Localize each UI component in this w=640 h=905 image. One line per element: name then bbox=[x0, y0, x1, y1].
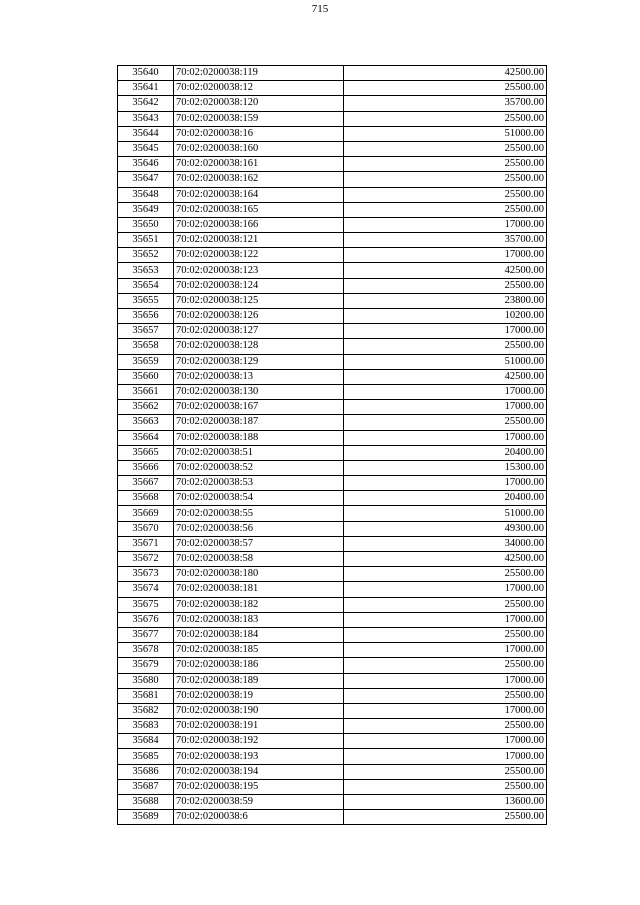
cadastral-value-cell: 25500.00 bbox=[344, 339, 547, 354]
table-row bbox=[118, 764, 547, 779]
cadastral-value-cell: 17000.00 bbox=[344, 384, 547, 399]
table-row bbox=[118, 734, 547, 749]
table-row bbox=[118, 384, 547, 399]
row-number-cell: 35685 bbox=[118, 749, 174, 764]
cadastral-value-cell: 25500.00 bbox=[344, 764, 547, 779]
cadastral-value-cell: 25500.00 bbox=[344, 597, 547, 612]
table-row bbox=[118, 126, 547, 141]
cadastral-value-cell: 20400.00 bbox=[344, 445, 547, 460]
cadastral-value-cell: 23800.00 bbox=[344, 293, 547, 308]
table-row bbox=[118, 309, 547, 324]
cadastral-number-cell: 70:02:0200038:162 bbox=[174, 172, 344, 187]
cadastral-number-cell: 70:02:0200038:191 bbox=[174, 719, 344, 734]
row-number-cell: 35667 bbox=[118, 476, 174, 491]
cadastral-value-cell: 25500.00 bbox=[344, 688, 547, 703]
cadastral-value-cell: 49300.00 bbox=[344, 521, 547, 536]
cadastral-value-cell: 42500.00 bbox=[344, 369, 547, 384]
cadastral-number-cell: 70:02:0200038:161 bbox=[174, 157, 344, 172]
page-number: 715 bbox=[311, 3, 329, 15]
table-row bbox=[118, 612, 547, 627]
table-row bbox=[118, 339, 547, 354]
row-number-cell: 35641 bbox=[118, 81, 174, 96]
cadastral-number-cell: 70:02:0200038:55 bbox=[174, 506, 344, 521]
row-number-cell: 35658 bbox=[118, 339, 174, 354]
table-row bbox=[118, 248, 547, 263]
cadastral-number-cell: 70:02:0200038:160 bbox=[174, 141, 344, 156]
cadastral-number-cell: 70:02:0200038:127 bbox=[174, 324, 344, 339]
cadastral-number-cell: 70:02:0200038:164 bbox=[174, 187, 344, 202]
cadastral-number-cell: 70:02:0200038:6 bbox=[174, 810, 344, 825]
row-number-cell: 35661 bbox=[118, 384, 174, 399]
cadastral-value-cell: 17000.00 bbox=[344, 749, 547, 764]
cadastral-number-cell: 70:02:0200038:59 bbox=[174, 795, 344, 810]
table-row bbox=[118, 491, 547, 506]
cadastral-number-cell: 70:02:0200038:57 bbox=[174, 536, 344, 551]
table-row bbox=[118, 719, 547, 734]
table-row bbox=[118, 187, 547, 202]
cadastral-value-cell: 25500.00 bbox=[344, 415, 547, 430]
row-number-cell: 35681 bbox=[118, 688, 174, 703]
row-number-cell: 35686 bbox=[118, 764, 174, 779]
table-row bbox=[118, 202, 547, 217]
cadastral-value-cell: 25500.00 bbox=[344, 278, 547, 293]
cadastral-number-cell: 70:02:0200038:124 bbox=[174, 278, 344, 293]
table-row bbox=[118, 217, 547, 232]
cadastral-value-cell: 25500.00 bbox=[344, 141, 547, 156]
table-row bbox=[118, 430, 547, 445]
cadastral-value-cell: 17000.00 bbox=[344, 248, 547, 263]
cadastral-value-cell: 25500.00 bbox=[344, 658, 547, 673]
table-row bbox=[118, 141, 547, 156]
row-number-cell: 35659 bbox=[118, 354, 174, 369]
cadastral-number-cell: 70:02:0200038:119 bbox=[174, 66, 344, 81]
table-row bbox=[118, 111, 547, 126]
table-row bbox=[118, 96, 547, 111]
cadastral-value-cell: 17000.00 bbox=[344, 734, 547, 749]
table-row bbox=[118, 597, 547, 612]
row-number-cell: 35669 bbox=[118, 506, 174, 521]
table-row bbox=[118, 521, 547, 536]
table-row bbox=[118, 233, 547, 248]
cadastral-number-cell: 70:02:0200038:123 bbox=[174, 263, 344, 278]
cadastral-number-cell: 70:02:0200038:195 bbox=[174, 779, 344, 794]
row-number-cell: 35644 bbox=[118, 126, 174, 141]
row-number-cell: 35670 bbox=[118, 521, 174, 536]
table-row bbox=[118, 415, 547, 430]
cadastral-value-cell: 25500.00 bbox=[344, 111, 547, 126]
cadastral-number-cell: 70:02:0200038:56 bbox=[174, 521, 344, 536]
table-row bbox=[118, 172, 547, 187]
cadastral-number-cell: 70:02:0200038:19 bbox=[174, 688, 344, 703]
row-number-cell: 35652 bbox=[118, 248, 174, 263]
cadastral-value-cell: 20400.00 bbox=[344, 491, 547, 506]
cadastral-value-cell: 17000.00 bbox=[344, 324, 547, 339]
cadastral-number-cell: 70:02:0200038:12 bbox=[174, 81, 344, 96]
table-body bbox=[118, 66, 547, 825]
row-number-cell: 35660 bbox=[118, 369, 174, 384]
cadastral-number-cell: 70:02:0200038:13 bbox=[174, 369, 344, 384]
row-number-cell: 35649 bbox=[118, 202, 174, 217]
cadastral-number-cell: 70:02:0200038:16 bbox=[174, 126, 344, 141]
cadastral-value-cell: 13600.00 bbox=[344, 795, 547, 810]
cadastral-value-cell: 17000.00 bbox=[344, 582, 547, 597]
row-number-cell: 35645 bbox=[118, 141, 174, 156]
cadastral-value-cell: 25500.00 bbox=[344, 810, 547, 825]
row-number-cell: 35650 bbox=[118, 217, 174, 232]
row-number-cell: 35672 bbox=[118, 552, 174, 567]
cadastral-number-cell: 70:02:0200038:52 bbox=[174, 460, 344, 475]
table-row bbox=[118, 673, 547, 688]
table-row bbox=[118, 795, 547, 810]
row-number-cell: 35678 bbox=[118, 643, 174, 658]
cadastral-number-cell: 70:02:0200038:167 bbox=[174, 400, 344, 415]
row-number-cell: 35640 bbox=[118, 66, 174, 81]
row-number-cell: 35656 bbox=[118, 309, 174, 324]
cadastral-number-cell: 70:02:0200038:189 bbox=[174, 673, 344, 688]
cadastral-number-cell: 70:02:0200038:54 bbox=[174, 491, 344, 506]
row-number-cell: 35642 bbox=[118, 96, 174, 111]
table-row bbox=[118, 703, 547, 718]
row-number-cell: 35647 bbox=[118, 172, 174, 187]
row-number-cell: 35643 bbox=[118, 111, 174, 126]
cadastral-value-cell: 17000.00 bbox=[344, 217, 547, 232]
row-number-cell: 35664 bbox=[118, 430, 174, 445]
cadastral-value-cell: 25500.00 bbox=[344, 172, 547, 187]
row-number-cell: 35671 bbox=[118, 536, 174, 551]
cadastral-value-cell: 25500.00 bbox=[344, 719, 547, 734]
row-number-cell: 35663 bbox=[118, 415, 174, 430]
cadastral-value-cell: 35700.00 bbox=[344, 96, 547, 111]
cadastral-number-cell: 70:02:0200038:51 bbox=[174, 445, 344, 460]
cadastral-value-cell: 42500.00 bbox=[344, 552, 547, 567]
cadastral-number-cell: 70:02:0200038:165 bbox=[174, 202, 344, 217]
row-number-cell: 35684 bbox=[118, 734, 174, 749]
cadastral-value-cell: 17000.00 bbox=[344, 673, 547, 688]
cadastral-number-cell: 70:02:0200038:188 bbox=[174, 430, 344, 445]
cadastral-value-table bbox=[117, 65, 547, 825]
cadastral-value-cell: 42500.00 bbox=[344, 66, 547, 81]
cadastral-value-cell: 17000.00 bbox=[344, 476, 547, 491]
cadastral-value-cell: 35700.00 bbox=[344, 233, 547, 248]
cadastral-number-cell: 70:02:0200038:180 bbox=[174, 567, 344, 582]
cadastral-value-cell: 15300.00 bbox=[344, 460, 547, 475]
table-row bbox=[118, 749, 547, 764]
table-row bbox=[118, 293, 547, 308]
cadastral-number-cell: 70:02:0200038:125 bbox=[174, 293, 344, 308]
row-number-cell: 35675 bbox=[118, 597, 174, 612]
row-number-cell: 35653 bbox=[118, 263, 174, 278]
cadastral-number-cell: 70:02:0200038:194 bbox=[174, 764, 344, 779]
row-number-cell: 35648 bbox=[118, 187, 174, 202]
cadastral-number-cell: 70:02:0200038:120 bbox=[174, 96, 344, 111]
table-row bbox=[118, 627, 547, 642]
table-row bbox=[118, 400, 547, 415]
cadastral-value-cell: 10200.00 bbox=[344, 309, 547, 324]
row-number-cell: 35676 bbox=[118, 612, 174, 627]
cadastral-number-cell: 70:02:0200038:192 bbox=[174, 734, 344, 749]
row-number-cell: 35654 bbox=[118, 278, 174, 293]
table-row bbox=[118, 460, 547, 475]
table-row bbox=[118, 810, 547, 825]
table-row bbox=[118, 688, 547, 703]
cadastral-number-cell: 70:02:0200038:121 bbox=[174, 233, 344, 248]
row-number-cell: 35687 bbox=[118, 779, 174, 794]
cadastral-value-cell: 51000.00 bbox=[344, 354, 547, 369]
row-number-cell: 35682 bbox=[118, 703, 174, 718]
row-number-cell: 35679 bbox=[118, 658, 174, 673]
cadastral-number-cell: 70:02:0200038:181 bbox=[174, 582, 344, 597]
table-row bbox=[118, 263, 547, 278]
row-number-cell: 35688 bbox=[118, 795, 174, 810]
cadastral-number-cell: 70:02:0200038:184 bbox=[174, 627, 344, 642]
cadastral-number-cell: 70:02:0200038:130 bbox=[174, 384, 344, 399]
cadastral-number-cell: 70:02:0200038:190 bbox=[174, 703, 344, 718]
cadastral-value-cell: 25500.00 bbox=[344, 157, 547, 172]
row-number-cell: 35646 bbox=[118, 157, 174, 172]
table-row bbox=[118, 658, 547, 673]
cadastral-value-cell: 25500.00 bbox=[344, 627, 547, 642]
cadastral-value-cell: 51000.00 bbox=[344, 506, 547, 521]
table-row bbox=[118, 779, 547, 794]
table-row bbox=[118, 157, 547, 172]
table-row bbox=[118, 476, 547, 491]
table-row bbox=[118, 81, 547, 96]
table-row bbox=[118, 567, 547, 582]
cadastral-number-cell: 70:02:0200038:183 bbox=[174, 612, 344, 627]
row-number-cell: 35680 bbox=[118, 673, 174, 688]
table-row bbox=[118, 324, 547, 339]
row-number-cell: 35666 bbox=[118, 460, 174, 475]
cadastral-number-cell: 70:02:0200038:185 bbox=[174, 643, 344, 658]
cadastral-value-cell: 51000.00 bbox=[344, 126, 547, 141]
row-number-cell: 35665 bbox=[118, 445, 174, 460]
cadastral-number-cell: 70:02:0200038:53 bbox=[174, 476, 344, 491]
row-number-cell: 35662 bbox=[118, 400, 174, 415]
table-row bbox=[118, 643, 547, 658]
table-row bbox=[118, 582, 547, 597]
cadastral-value-cell: 25500.00 bbox=[344, 187, 547, 202]
cadastral-number-cell: 70:02:0200038:182 bbox=[174, 597, 344, 612]
cadastral-value-cell: 17000.00 bbox=[344, 643, 547, 658]
row-number-cell: 35657 bbox=[118, 324, 174, 339]
table-row bbox=[118, 66, 547, 81]
cadastral-value-cell: 17000.00 bbox=[344, 703, 547, 718]
cadastral-number-cell: 70:02:0200038:128 bbox=[174, 339, 344, 354]
cadastral-value-cell: 17000.00 bbox=[344, 400, 547, 415]
cadastral-value-cell: 25500.00 bbox=[344, 567, 547, 582]
row-number-cell: 35651 bbox=[118, 233, 174, 248]
cadastral-number-cell: 70:02:0200038:187 bbox=[174, 415, 344, 430]
cadastral-value-cell: 17000.00 bbox=[344, 612, 547, 627]
cadastral-number-cell: 70:02:0200038:122 bbox=[174, 248, 344, 263]
cadastral-number-cell: 70:02:0200038:186 bbox=[174, 658, 344, 673]
table-row bbox=[118, 369, 547, 384]
row-number-cell: 35674 bbox=[118, 582, 174, 597]
table-row bbox=[118, 552, 547, 567]
cadastral-number-cell: 70:02:0200038:193 bbox=[174, 749, 344, 764]
cadastral-number-cell: 70:02:0200038:166 bbox=[174, 217, 344, 232]
cadastral-number-cell: 70:02:0200038:58 bbox=[174, 552, 344, 567]
table-row bbox=[118, 354, 547, 369]
table-row bbox=[118, 278, 547, 293]
cadastral-value-cell: 42500.00 bbox=[344, 263, 547, 278]
row-number-cell: 35689 bbox=[118, 810, 174, 825]
cadastral-number-cell: 70:02:0200038:129 bbox=[174, 354, 344, 369]
cadastral-value-cell: 17000.00 bbox=[344, 430, 547, 445]
cadastral-number-cell: 70:02:0200038:159 bbox=[174, 111, 344, 126]
cadastral-number-cell: 70:02:0200038:126 bbox=[174, 309, 344, 324]
row-number-cell: 35655 bbox=[118, 293, 174, 308]
table-row bbox=[118, 445, 547, 460]
table-row bbox=[118, 506, 547, 521]
table-row bbox=[118, 536, 547, 551]
cadastral-value-cell: 25500.00 bbox=[344, 202, 547, 217]
cadastral-value-cell: 34000.00 bbox=[344, 536, 547, 551]
row-number-cell: 35683 bbox=[118, 719, 174, 734]
row-number-cell: 35673 bbox=[118, 567, 174, 582]
cadastral-value-cell: 25500.00 bbox=[344, 81, 547, 96]
row-number-cell: 35668 bbox=[118, 491, 174, 506]
row-number-cell: 35677 bbox=[118, 627, 174, 642]
cadastral-value-cell: 25500.00 bbox=[344, 779, 547, 794]
